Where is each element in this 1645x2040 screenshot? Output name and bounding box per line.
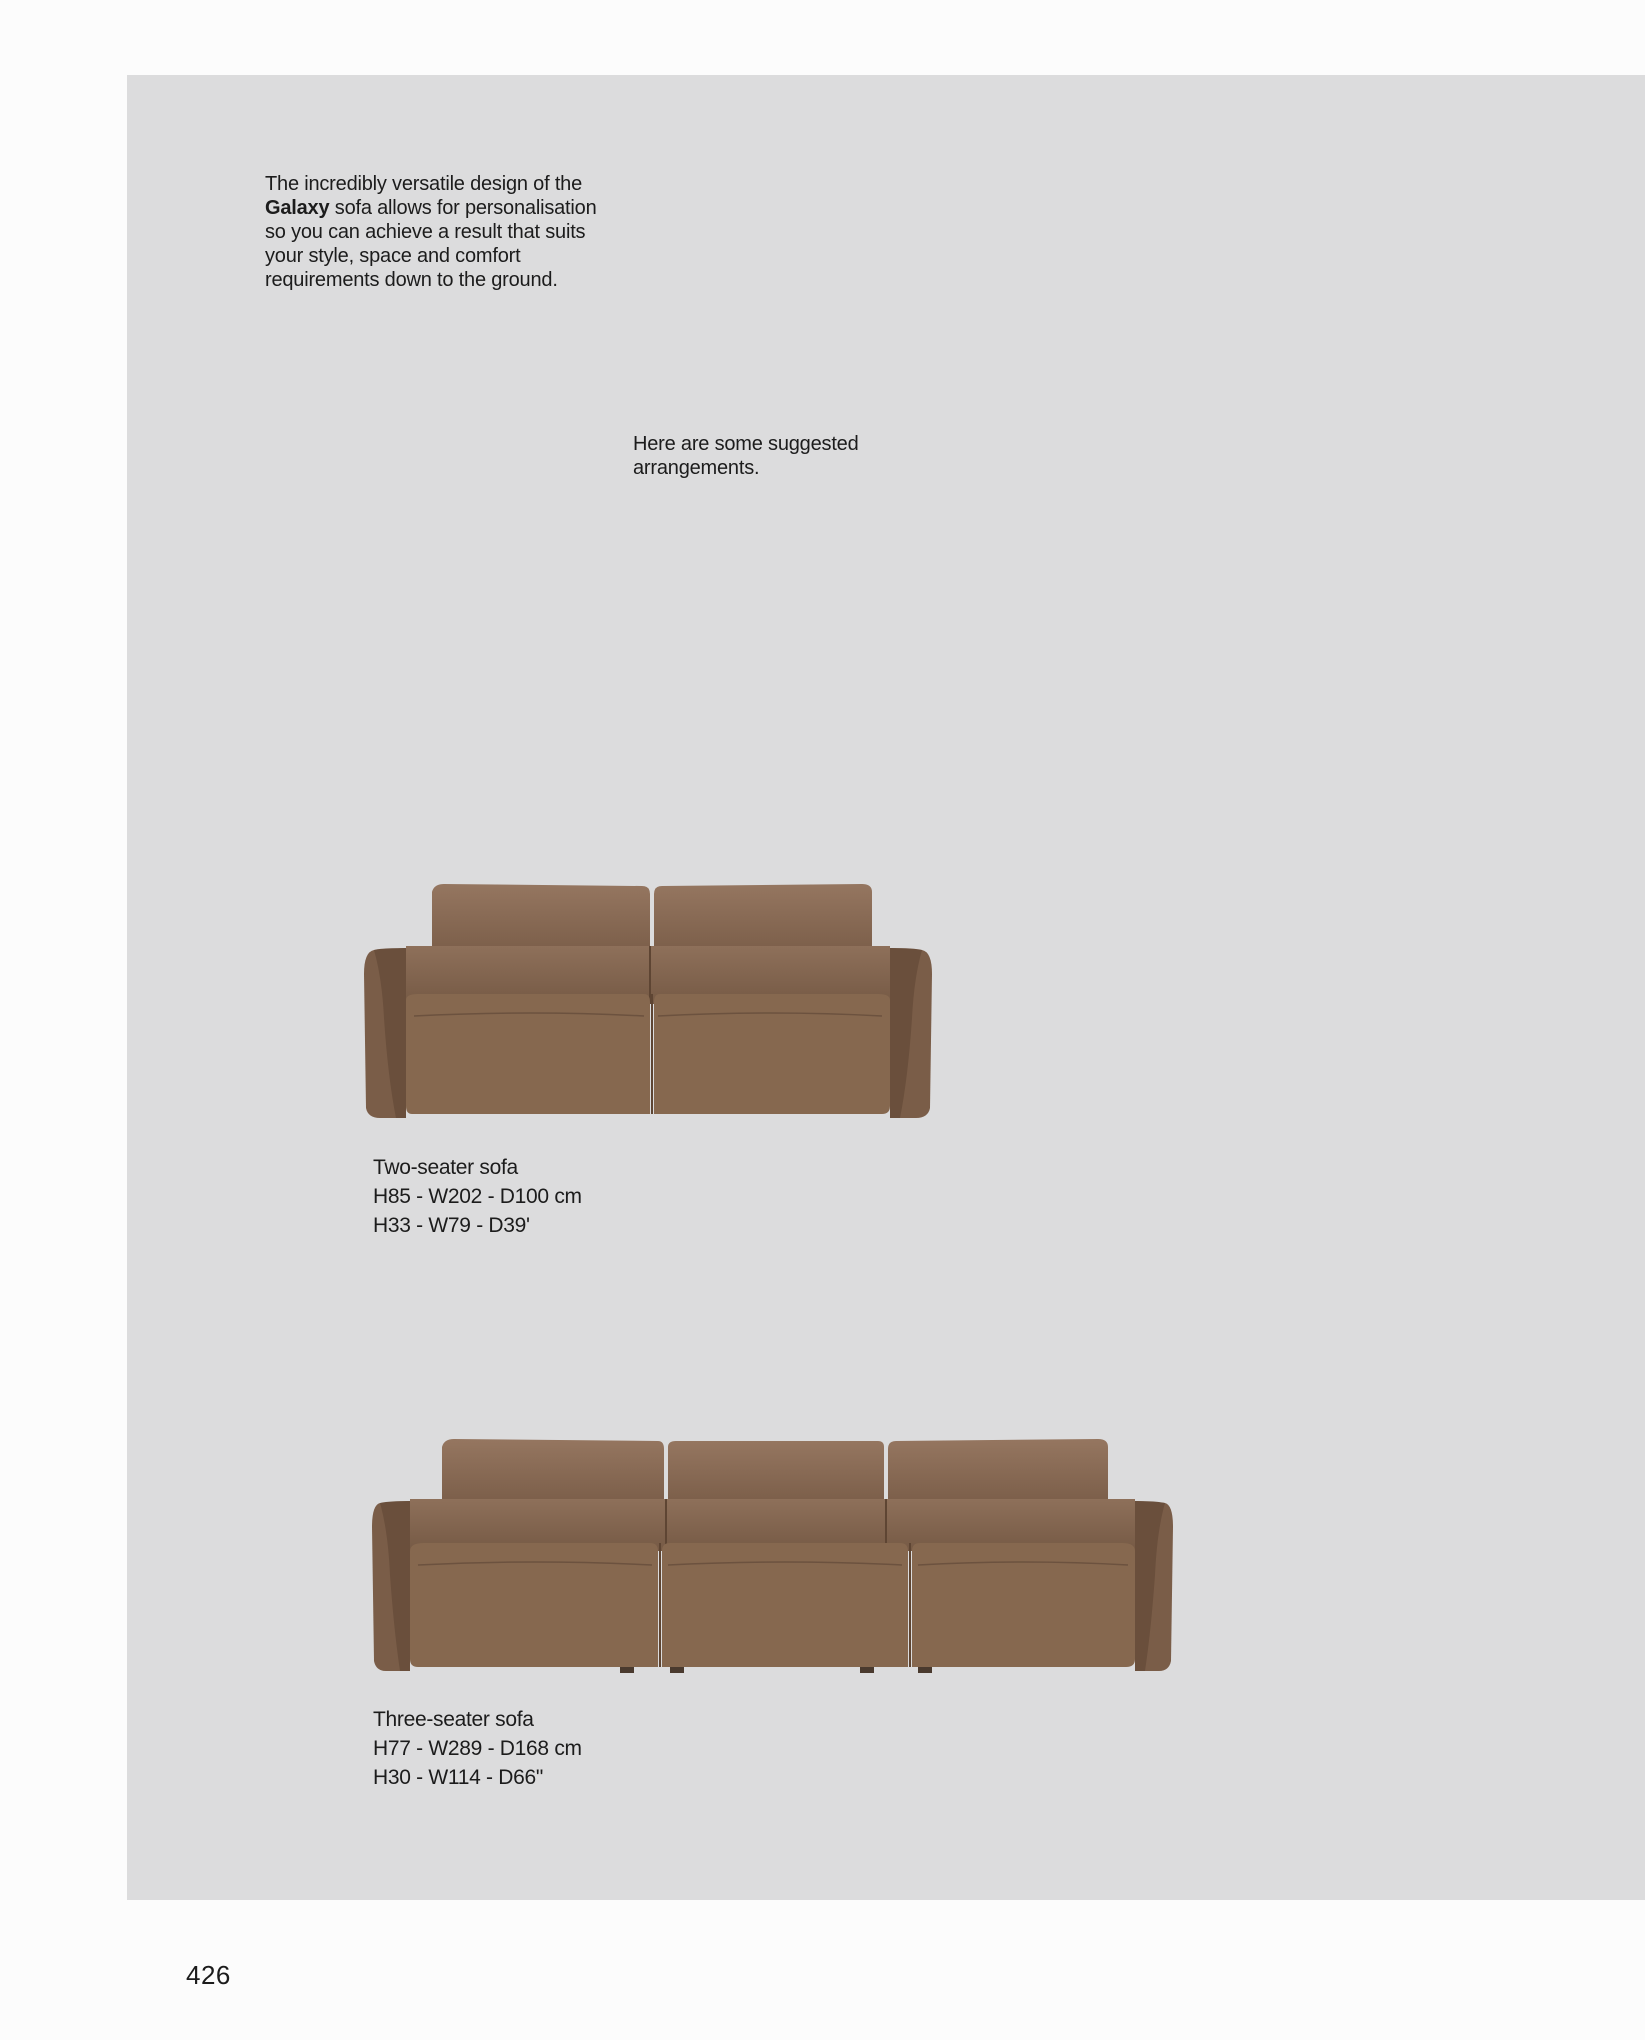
three-seater-caption xyxy=(373,1705,582,1792)
product-name: Two-seater sofa xyxy=(373,1156,518,1179)
intro-paragraph xyxy=(265,172,605,292)
two-seater-sofa-image xyxy=(362,878,934,1123)
two-seater-caption xyxy=(373,1153,582,1240)
product-name: Three-seater sofa xyxy=(373,1708,534,1731)
intro-prefix: The incredibly versatile design of the xyxy=(265,173,583,195)
product-dims-cm: H85 - W202 - D100 cm xyxy=(373,1185,582,1208)
product-dims-in: H30 - W114 - D66" xyxy=(373,1766,544,1789)
page-number: 426 xyxy=(186,1960,231,1990)
product-dims-cm: H77 - W289 - D168 cm xyxy=(373,1737,582,1760)
suggestion-text: Here are some suggested arrangements. xyxy=(633,433,859,479)
intro-suffix: sofa allows for personalisation so you can achieve a result that suits your style, space and comfort requirements down to the ground. xyxy=(265,197,597,291)
brand-name: Galaxy xyxy=(265,197,330,219)
product-dims-in: H33 - W79 - D39' xyxy=(373,1214,530,1237)
three-seater-sofa-image xyxy=(370,1435,1175,1675)
